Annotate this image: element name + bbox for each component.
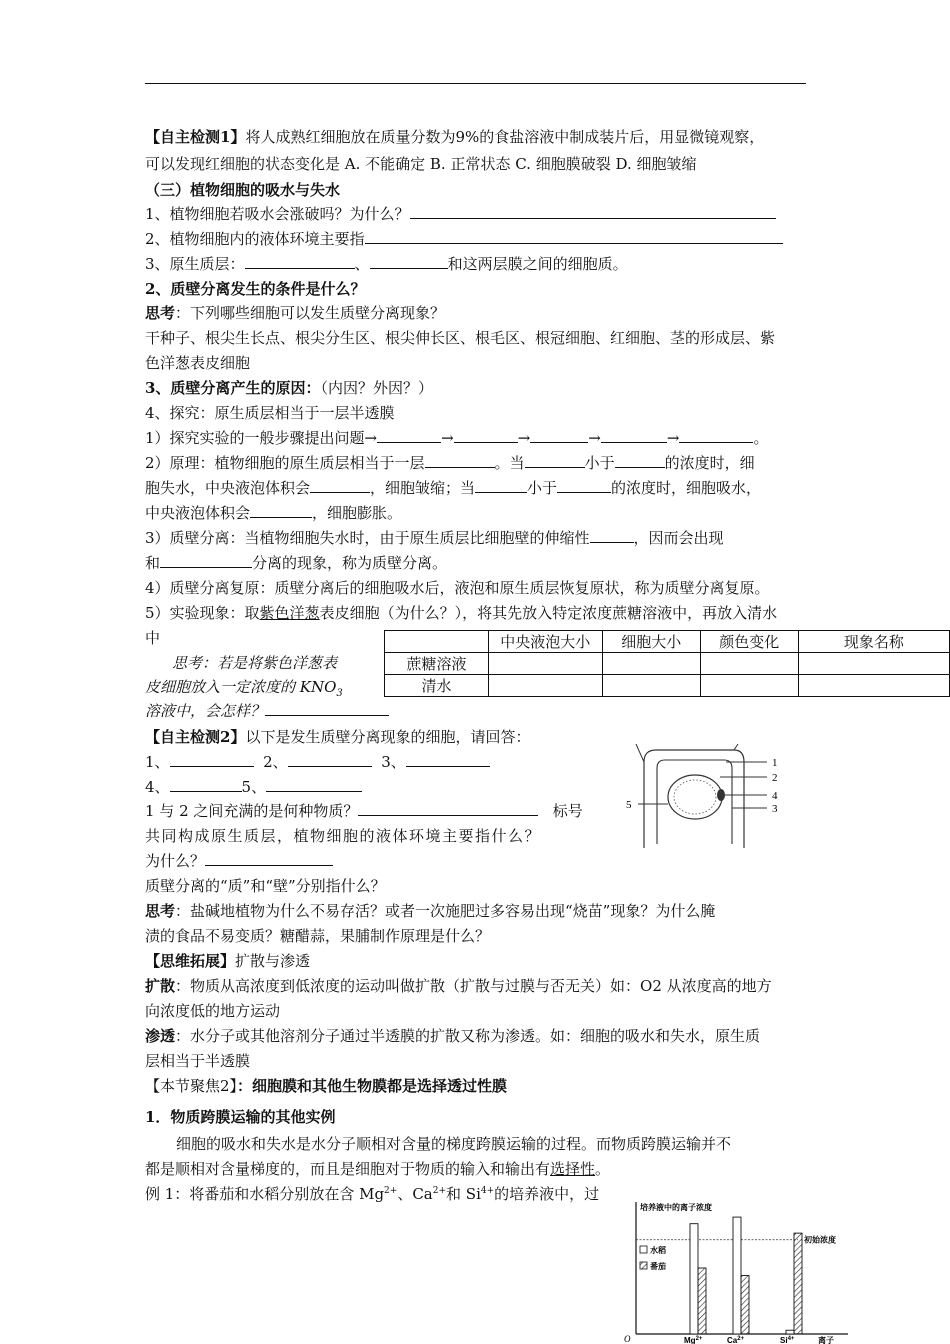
check1-line2: 可以发现红细胞的状态变化是 A. 不能确定 B. 正常状态 C. 细胞膜破裂 D. 细胞皱缩 [145,155,697,173]
x-tick-label: $Mg^{2+}$ [684,1336,703,1344]
expand-title: 【思维拓展】扩散与渗透 [145,952,311,970]
answer-blank[interactable] [365,229,783,244]
principle-line1: 2）原理：植物细胞的原生质层相当于一层 。当 小于 的浓度时，细 [145,454,755,472]
answer-blank[interactable] [615,453,665,468]
focus-line: 【本节聚焦2】：细胞膜和其他生物膜都是选择透过性膜 [145,1077,508,1095]
answer-blank[interactable] [205,851,333,866]
bar-2-1 [794,1233,802,1334]
diffusion-line2: 向浓度低的地方运动 [145,1002,281,1020]
ion-concentration-chart [618,1196,870,1344]
answer-blank[interactable] [245,254,355,269]
answer-blank[interactable] [358,801,538,816]
section3-title: （三）植物细胞的吸水与失水 [145,181,341,199]
phenomenon-line: 5）实验现象：取紫色洋葱表皮细胞（为什么？），将其先放入特定浓度蔗糖溶液中，再放入清水 [145,604,778,622]
answer-blank[interactable] [170,752,254,767]
bar-0-0 [690,1224,698,1334]
answer-blank[interactable] [454,428,518,443]
phenomenon-line2: 中 [145,629,161,647]
x-tick-label: $Ca^{2+}$ [727,1336,745,1344]
table-row [385,675,950,697]
answer-blank[interactable] [377,428,441,443]
top-rule [145,83,806,84]
think3-line1: 思考：盐碱地植物为什么不易存活？或者一次施肥过多容易出现“烧苗”现象？为什么腌 [145,902,716,920]
table-row [385,653,950,675]
check2-q2: 共同构成原生质层，植物细胞的液体环境主要指什么？ [145,827,542,845]
x-tick-label: $Si^{4+}$ [780,1336,795,1344]
bar-2-0 [786,1330,794,1334]
answer-blank[interactable] [679,428,753,443]
osmosis-line2: 层相当于半透膜 [145,1052,251,1070]
row-label: 清水 [385,675,489,697]
cond-title: 2、质壁分离发生的条件是什么？ [145,280,366,298]
table-cell[interactable] [798,675,949,697]
cond-think: 思考：下列哪些细胞可以发生质壁分离现象？ [145,304,446,322]
answer-blank[interactable] [601,428,667,443]
check1-line1: 【自主检测1】将人成熟红细胞放在质量分数为9%的食盐溶液中制成装片后，用显微镜观察， [145,128,765,146]
fig-label-2: 2 [772,772,778,784]
answer-blank[interactable] [410,204,776,219]
table-header: 细胞大小 [602,631,700,653]
fig-label-5: 5 [626,799,632,811]
table-header: 颜色变化 [700,631,798,653]
cond-list2: 色洋葱表皮细胞 [145,354,251,372]
answer-blank[interactable] [475,478,527,493]
legend-swatch [640,1262,647,1269]
cond-list1: 干种子、根尖生长点、根尖分生区、根尖伸长区、根毛区、根冠细胞、红细胞、茎的形成层、紫 [145,329,776,347]
other-p2: 都是顺相对含量梯度的，而且是细胞对于物质的输入和输出有选择性。 [145,1160,611,1178]
sec3-q3: 3、原生质层： 、 和这两层膜之间的细胞质。 [145,255,628,273]
principle-line3: 中央液泡体积会 ，细胞膨胀。 [145,504,403,522]
other-title: 1．物质跨膜运输的其他实例 [145,1108,336,1126]
bar-0-1 [698,1268,706,1334]
fig-label-3: 3 [772,803,778,815]
answer-blank[interactable] [425,453,495,468]
table-cell[interactable] [700,675,798,697]
sec3-q1: 1、植物细胞若吸水会涨破吗？为什么？ [145,203,776,224]
plasmolysis-line2: 和 分离的现象，称为质壁分离。 [145,554,448,572]
sec3-q2: 2、植物细胞内的液体环境主要指 [145,228,783,249]
answer-blank[interactable] [310,478,370,493]
think2-line2: 皮细胞放入一定浓度的 $KNO_3$ [145,678,343,699]
table-header: 现象名称 [798,631,949,653]
experiment-table [384,630,950,697]
bar-1-1 [741,1276,749,1334]
answer-blank[interactable] [370,254,448,269]
table-cell[interactable] [488,675,602,697]
example1-line: 例 1：将番茄和水稻分别放在含 $Mg^{2+}$、$Ca^{2+}$和 $Si^{4+}$的培养液中，过 [145,1185,600,1203]
table-cell[interactable] [798,653,949,675]
plasmolysis-line1: 3）质壁分离：当植物细胞失水时，由于原生质层比细胞壁的伸缩性 ，因而会出现 [145,529,724,547]
plasmolysis-cell-figure [622,744,792,854]
table-header-row [385,631,950,653]
reference-label: 初始浓度 [804,1235,836,1245]
legend-label: 番茄 [650,1262,666,1271]
fig-label-1: 1 [772,757,778,769]
answer-blank[interactable] [170,777,242,792]
other-p1: 细胞的吸水和失水是水分子顺相对含量的梯度跨膜运输的过程。而物质跨膜运输并不 [176,1135,732,1153]
fig-label-4: 4 [772,790,778,802]
check2-title: 【自主检测2】以下是发生质壁分离现象的细胞，请回答： [145,728,531,746]
origin-label: O [624,1334,631,1344]
answer-blank[interactable] [265,701,389,716]
answer-blank[interactable] [288,752,372,767]
check2-blanks1: 1、 2、 3、 [145,751,490,772]
legend-label: 水稻 [650,1246,666,1255]
check2-q4: 质壁分离的“质”和“壁”分别指什么？ [145,877,386,895]
chart-title: 培养液中的离子浓度 [640,1203,712,1212]
answer-blank[interactable] [557,478,611,493]
explore-line: 4、探究：原生质层相当于一层半透膜 [145,404,395,422]
table-cell[interactable] [700,653,798,675]
diffusion-line1: 扩散：物质从高浓度到低浓度的运动叫做扩散（扩散与过膜与否无关）如：O2 从浓度高的地方 [145,977,772,995]
check2-q3: 为什么？ [145,850,333,871]
bar-1-0 [733,1217,741,1334]
think3-line2: 渍的食品不易变质？糖醋蒜，果脯制作原理是什么？ [145,927,491,945]
answer-blank[interactable] [406,752,490,767]
answer-blank[interactable] [590,528,634,543]
answer-blank[interactable] [266,777,362,792]
think2-line3: 溶液中，会怎样？ [145,700,389,721]
answer-blank[interactable] [160,553,252,568]
row-label: 蔗糖溶液 [385,653,489,675]
x-axis-label: 离子 [818,1336,834,1344]
cause-title: 3、质壁分离产生的原因：（内因？外因？） [145,379,433,397]
principle-line2: 胞失水，中央液泡体积会 ，细胞皱缩；当 小于 的浓度时，细胞吸水， [145,479,762,497]
table-header [385,631,489,653]
check2-blanks2: 4、 5、 [145,776,362,797]
answer-blank[interactable] [530,428,588,443]
legend-swatch [640,1246,647,1253]
table-header: 中央液泡大小 [488,631,602,653]
table-cell[interactable] [602,675,700,697]
answer-blank[interactable] [250,503,312,518]
osmosis-line1: 渗透：水分子或其他溶剂分子通过半透膜的扩散又称为渗透。如：细胞的吸水和失水，原生质 [145,1027,761,1045]
table-cell[interactable] [488,653,602,675]
think2-line1: 思考：若是将紫色洋葱表 [172,654,338,672]
answer-blank[interactable] [525,453,585,468]
recovery-line: 4）质壁分离复原：质壁分离后的细胞吸水后，液泡和原生质层恢复原状，称为质壁分离复原。 [145,579,770,597]
table-cell[interactable] [602,653,700,675]
steps-line: 1）探究实验的一般步骤提出问题→ → → → → 。 [145,429,769,447]
check2-q1: 1 与 2 之间充满的是何种物质？ 标号 [145,802,583,820]
